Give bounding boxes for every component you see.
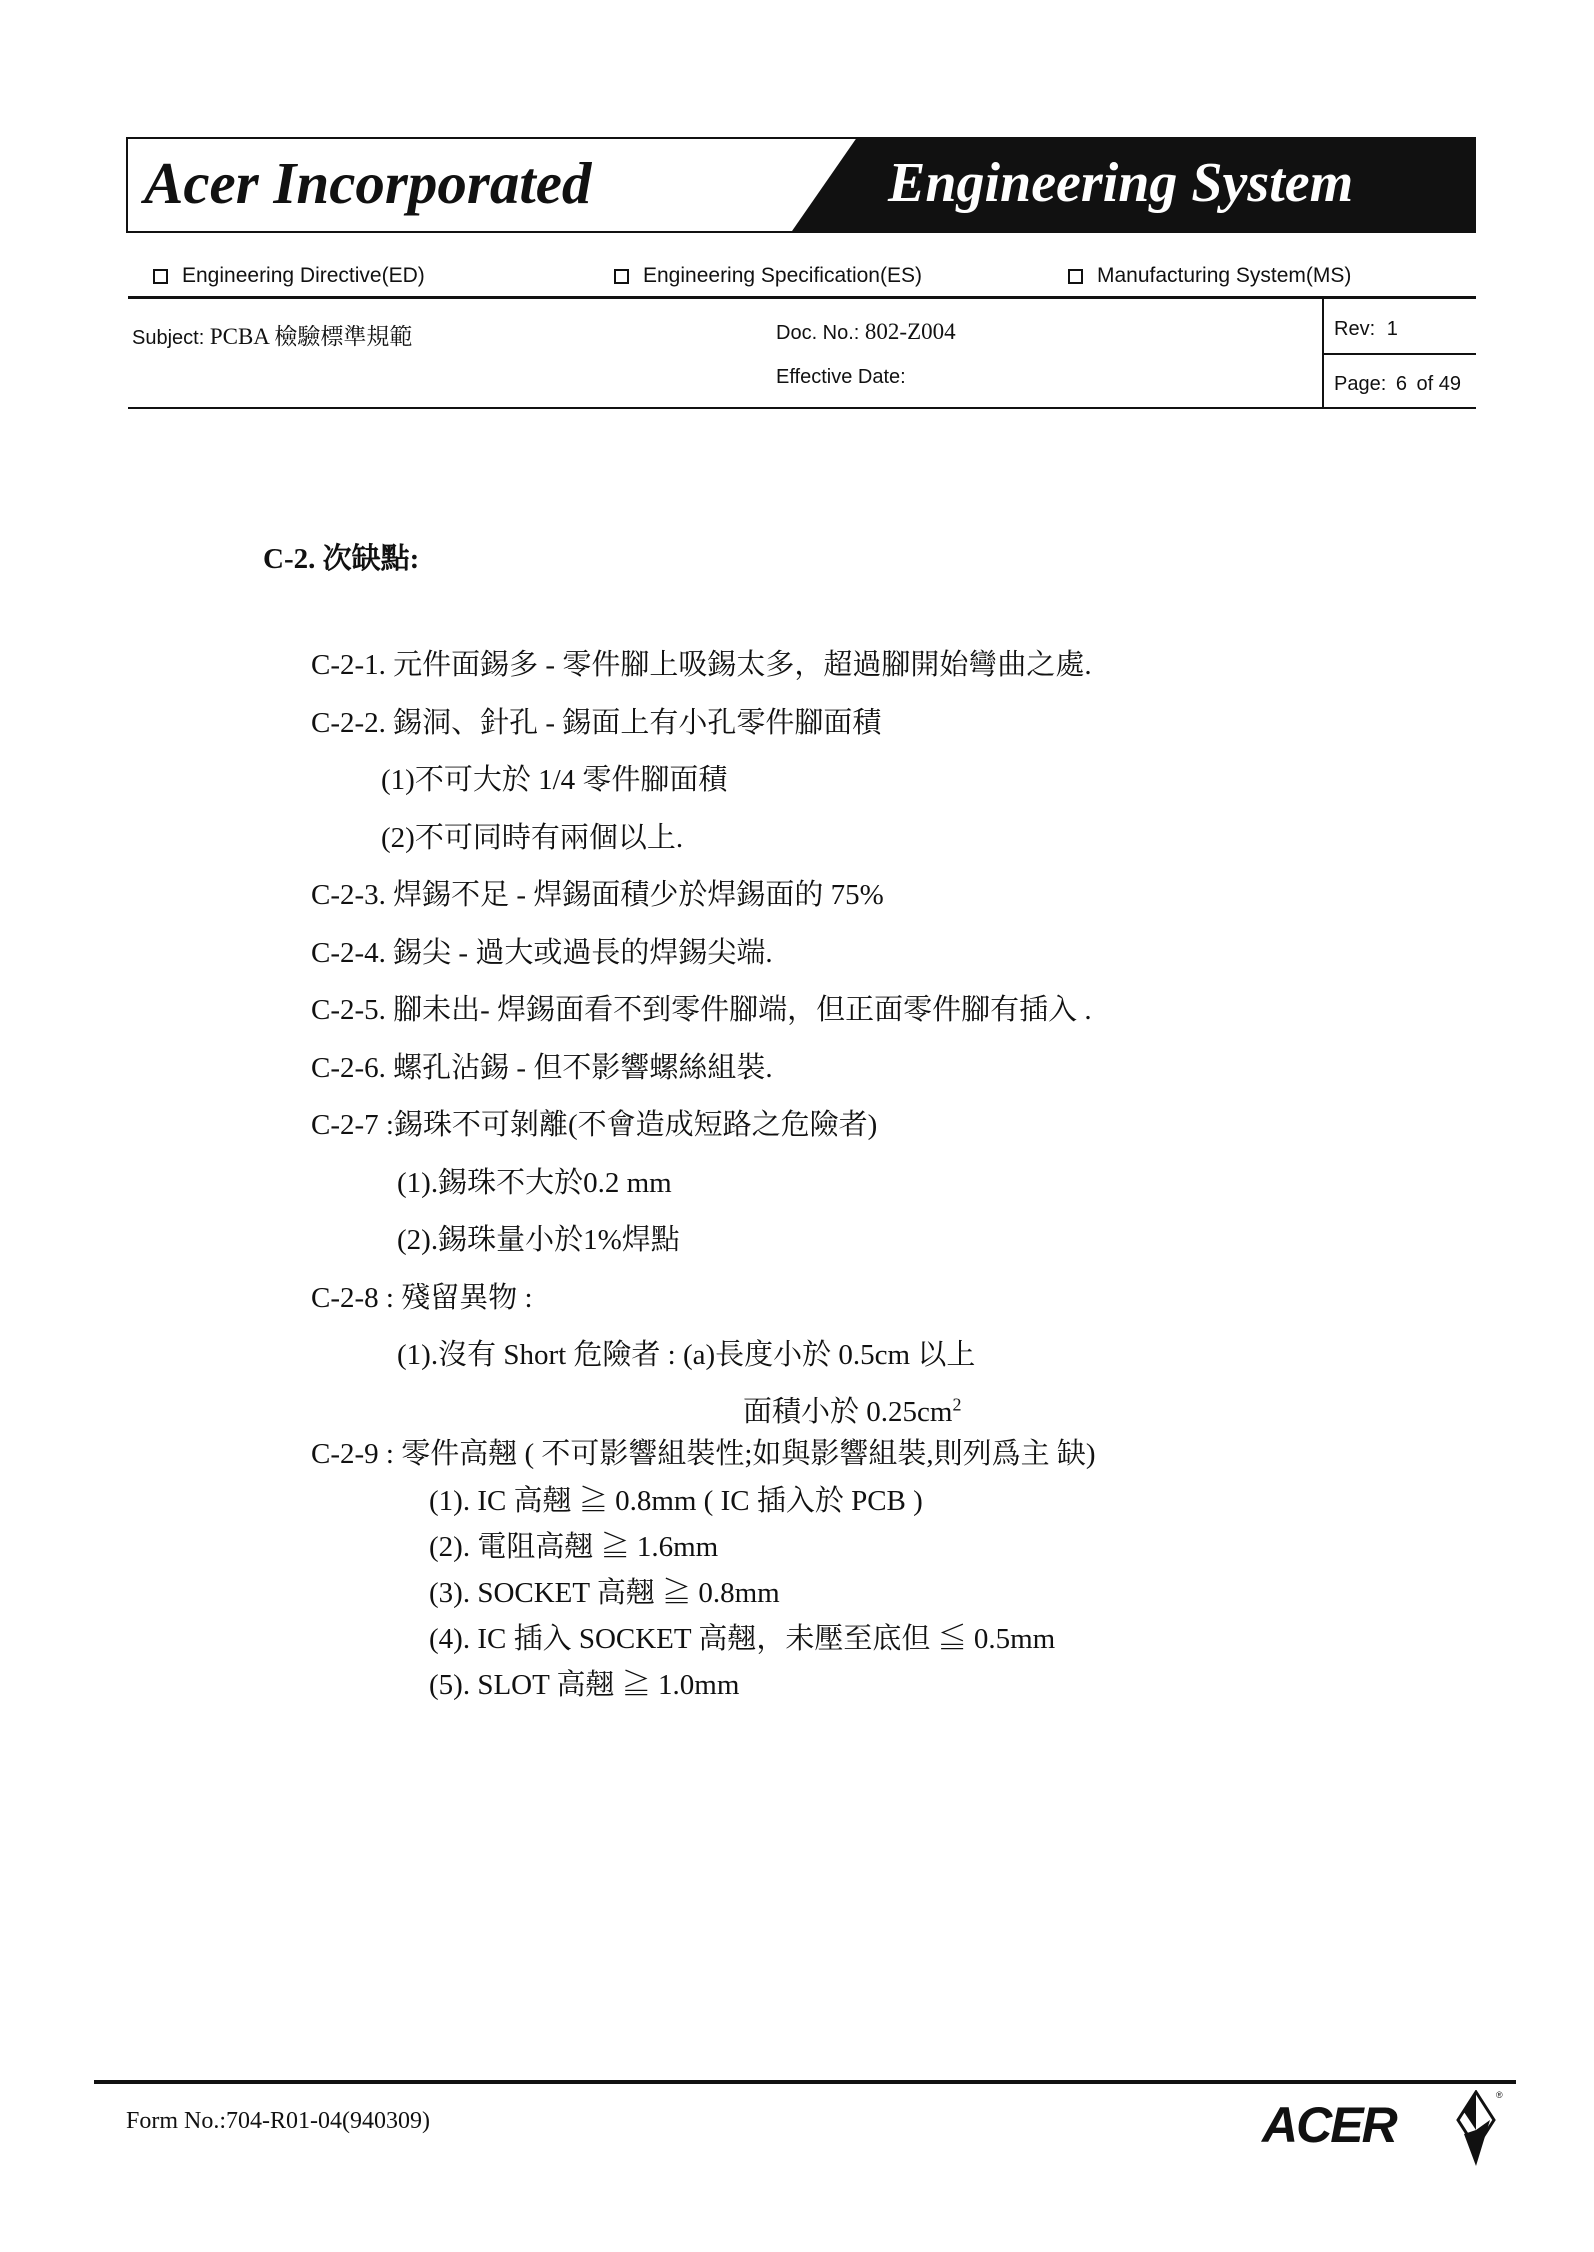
- subject-field: [132, 318, 412, 351]
- body-line-c-2-2-2: (2)不可同時有兩個以上.: [381, 822, 684, 854]
- acer-diamond-icon: [1446, 2090, 1506, 2168]
- page-field: [1334, 373, 1461, 396]
- effective-date-label: Effective Date:: [776, 366, 906, 388]
- body-line-c-2-9-3: (3). SOCKET 高翹 ≧ 0.8mm: [429, 1577, 780, 1609]
- checkbox-ms-label: Manufacturing System(MS): [1097, 264, 1352, 287]
- body-line-c-2-7-1: (1).錫珠不大於0.2 mm: [397, 1167, 672, 1199]
- doc-no-value: 802-Z004: [864, 319, 956, 344]
- area-superscript: 2: [952, 1394, 962, 1415]
- acer-logo: [1262, 2090, 1512, 2168]
- body-line-c-2-1: C-2-1. 元件面錫多 - 零件腳上吸錫太多，超過腳開始彎曲之處.: [311, 649, 1092, 681]
- info-divider-horizontal: [1324, 353, 1476, 355]
- area-text: 面積小於 0.25cm: [743, 1396, 953, 1428]
- body-line-c-2-7: C-2-7 :錫珠不可剝離(不會造成短路之危險者): [311, 1109, 878, 1141]
- body-line-c-2-9-1: (1). IC 高翹 ≧ 0.8mm ( IC 插入於 PCB ): [429, 1485, 923, 1517]
- checkbox-ed-box[interactable]: [153, 269, 168, 284]
- body-line-c-2-8-area: [743, 1389, 961, 1430]
- page-value: 6: [1395, 373, 1407, 395]
- doc-no-label: Doc. No.:: [776, 322, 860, 344]
- document-info-table: [128, 296, 1476, 409]
- rev-field: [1334, 318, 1398, 341]
- checkbox-es-label: Engineering Specification(ES): [643, 264, 922, 287]
- body-line-c-2-9-5: (5). SLOT 高翹 ≧ 1.0mm: [429, 1669, 740, 1701]
- section-title: C-2. 次缺點:: [263, 543, 420, 575]
- form-number: Form No.:704-R01-04(940309): [126, 2108, 430, 2134]
- body-line-c-2-4: C-2-4. 錫尖 - 過大或過長的焊錫尖端.: [311, 937, 773, 969]
- checkbox-es-box[interactable]: [614, 269, 629, 284]
- rev-value: 1: [1386, 318, 1398, 340]
- body-line-c-2-9: C-2-9 : 零件高翹 ( 不可影響組裝性;如與影響組裝,則列爲主 缺): [311, 1438, 1096, 1470]
- body-line-c-2-8: C-2-8 : 殘留異物 :: [311, 1282, 533, 1314]
- checkbox-ms[interactable]: [1068, 264, 1351, 288]
- header-banner: [126, 137, 1476, 233]
- subject-label: Subject:: [132, 327, 205, 349]
- body-line-c-2-3: C-2-3. 焊錫不足 - 焊錫面積少於焊錫面的 75%: [311, 879, 884, 911]
- body-line-c-2-7-2: (2).錫珠量小於1%焊點: [397, 1224, 680, 1256]
- body-line-c-2-6: C-2-6. 螺孔沾錫 - 但不影響螺絲組裝.: [311, 1052, 773, 1084]
- acer-logo-text: ACER: [1262, 2097, 1396, 2153]
- registered-mark: ®: [1496, 2090, 1503, 2100]
- system-name: Engineering System: [888, 152, 1354, 214]
- rev-label: Rev:: [1334, 318, 1376, 340]
- body-line-c-2-9-2: (2). 電阻高翹 ≧ 1.6mm: [429, 1531, 719, 1563]
- body-line-c-2-2-1: (1)不可大於 1/4 零件腳面積: [381, 764, 728, 796]
- doc-no-field: [776, 319, 956, 345]
- footer-rule: [94, 2080, 1516, 2084]
- checkbox-ms-box[interactable]: [1068, 269, 1083, 284]
- checkbox-es[interactable]: [614, 264, 922, 288]
- body-line-c-2-2: C-2-2. 錫洞、針孔 - 錫面上有小孔零件腳面積: [311, 707, 882, 739]
- page-total: of 49: [1416, 373, 1461, 395]
- company-name: Acer Incorporated: [144, 150, 592, 216]
- page-label: Page:: [1334, 373, 1387, 395]
- body-line-c-2-8-1: (1).沒有 Short 危險者 : (a)長度小於 0.5cm 以上: [397, 1339, 976, 1371]
- checkbox-ed[interactable]: [153, 264, 425, 288]
- body-line-c-2-9-4: (4). IC 插入 SOCKET 高翹，未壓至底但 ≦ 0.5mm: [429, 1623, 1056, 1655]
- subject-value: PCBA 檢驗標準規範: [209, 324, 413, 349]
- checkbox-ed-label: Engineering Directive(ED): [182, 264, 425, 287]
- body-line-c-2-5: C-2-5. 腳未出- 焊錫面看不到零件腳端，但正面零件腳有插入 .: [311, 994, 1092, 1026]
